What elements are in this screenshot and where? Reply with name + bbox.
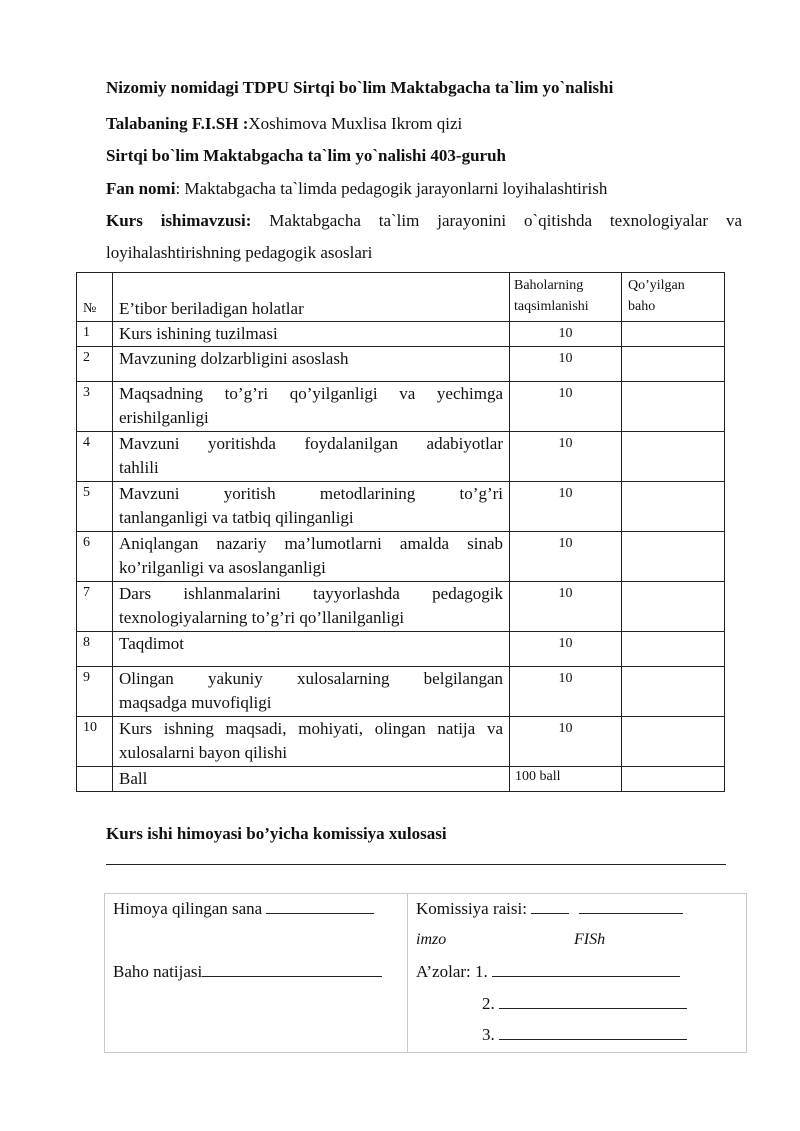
header-given-2: baho — [628, 299, 656, 314]
table-row — [77, 582, 725, 632]
institution-heading — [106, 78, 746, 98]
member-2-label: 2. — [482, 994, 495, 1013]
member-3-label: 3. — [482, 1025, 495, 1044]
member-3-blank[interactable] — [499, 1025, 687, 1040]
row-criteria-line-1: Taqdimot — [119, 634, 184, 653]
header-distribution-2: taqsimlanishi — [514, 299, 589, 314]
table-row — [77, 432, 725, 482]
row-points: 10 — [510, 322, 622, 347]
row-criteria-line-2: tahlili — [119, 458, 159, 477]
table-body — [77, 322, 725, 767]
row-num: 8 — [77, 632, 113, 667]
total-given-grade — [622, 767, 725, 792]
commission-table — [104, 893, 747, 1053]
total-points: 100 ball — [510, 767, 622, 792]
chair-label: Komissiya raisi: — [416, 899, 527, 918]
row-given-grade[interactable] — [622, 322, 725, 347]
row-criteria-line-2: texnologiyalarning to’g’ri qo’llanilganligi — [119, 608, 405, 627]
table-row — [77, 632, 725, 667]
row-criteria-line-2: tanlanganligi va tatbiq qilinganligi — [119, 508, 354, 527]
subject-line — [106, 179, 746, 199]
chair-signature-blank[interactable] — [531, 899, 569, 914]
table-row — [77, 717, 725, 767]
row-points: 10 — [510, 717, 622, 767]
row-num: 6 — [77, 532, 113, 582]
row-criteria — [113, 667, 510, 717]
total-row — [77, 767, 725, 792]
topic-line-1 — [106, 211, 742, 231]
topic-text-2: loyihalashtirishning pedagogik asoslari — [106, 243, 373, 262]
commission-right-cell — [408, 894, 747, 1053]
row-given-grade[interactable] — [622, 382, 725, 432]
row-criteria — [113, 632, 510, 667]
row-given-grade[interactable] — [622, 432, 725, 482]
row-criteria — [113, 532, 510, 582]
table-row — [77, 347, 725, 382]
row-criteria — [113, 432, 510, 482]
conclusion-title: Kurs ishi himoyasi bo’yicha komissiya xulosasi — [106, 824, 447, 843]
header-distribution — [510, 273, 622, 322]
header-given-grade — [622, 273, 725, 322]
row-num: 2 — [77, 347, 113, 382]
row-num: 5 — [77, 482, 113, 532]
grading-table — [76, 272, 725, 792]
total-num — [77, 767, 113, 792]
signature-caption: imzo — [416, 931, 447, 948]
total-label: Ball — [113, 767, 510, 792]
header-num: № — [77, 273, 113, 322]
row-criteria-line-1: Kurs ishning maqsadi, mohiyati, olingan natija va — [119, 719, 503, 738]
row-criteria-line-1: Kurs ishining tuzilmasi — [119, 324, 278, 343]
row-criteria-line-2: erishilganligi — [119, 408, 209, 427]
group-text: Sirtqi bo`lim Maktabgacha ta`lim yo`nalishi 403-guruh — [106, 146, 507, 165]
grade-result-label: Baho natijasi — [113, 962, 203, 981]
member-2-row — [482, 994, 687, 1014]
row-points: 10 — [510, 532, 622, 582]
row-num: 9 — [77, 667, 113, 717]
defense-date-blank[interactable] — [266, 899, 374, 914]
row-points: 10 — [510, 667, 622, 717]
row-given-grade[interactable] — [622, 347, 725, 382]
name-caption: FISh — [574, 931, 606, 948]
row-points: 10 — [510, 482, 622, 532]
group-line — [106, 146, 746, 166]
table-row — [77, 532, 725, 582]
row-criteria-line-1: Maqsadning to’g’ri qo’yilganligi va yechimga — [119, 384, 503, 403]
chair-row — [416, 899, 683, 919]
row-num: 10 — [77, 717, 113, 767]
row-criteria-line-1: Mavzuni yoritishda foydalanilgan adabiyotlar — [119, 434, 503, 453]
members-label: A’zolar: 1. — [416, 962, 488, 981]
row-points: 10 — [510, 347, 622, 382]
member-1-row — [416, 962, 680, 982]
row-criteria-line-1: Aniqlangan nazariy ma’lumotlarni amalda sinab — [119, 534, 503, 553]
row-num: 1 — [77, 322, 113, 347]
table-row — [77, 482, 725, 532]
row-criteria-line-2: xulosalarni bayon qilishi — [119, 743, 288, 762]
table-row — [77, 382, 725, 432]
row-given-grade[interactable] — [622, 667, 725, 717]
row-points: 10 — [510, 632, 622, 667]
table-row — [77, 322, 725, 347]
subject-value: : Maktabgacha ta`limda pedagogik jarayonlarni loyihalashtirish — [175, 179, 608, 198]
grade-result-blank[interactable] — [202, 962, 382, 977]
row-criteria-line-2: maqsadga muvofiqligi — [119, 693, 272, 712]
row-criteria-line-1: Mavzuni yoritish metodlarining to’g’ri — [119, 484, 503, 503]
row-criteria — [113, 582, 510, 632]
row-given-grade[interactable] — [622, 632, 725, 667]
chair-name-blank[interactable] — [579, 899, 683, 914]
grade-result-row — [113, 962, 382, 982]
header-criteria: E’tibor beriladigan holatlar — [113, 273, 510, 322]
row-criteria — [113, 482, 510, 532]
row-num: 4 — [77, 432, 113, 482]
row-given-grade[interactable] — [622, 532, 725, 582]
row-given-grade[interactable] — [622, 482, 725, 532]
student-label: Talabaning F.I.SH : — [106, 114, 249, 133]
defense-date-label: Himoya qilingan sana — [113, 899, 263, 918]
topic-text-1: Maktabgacha ta`lim jarayonini o`qitishda texnologiyalar va — [269, 211, 742, 230]
row-num: 3 — [77, 382, 113, 432]
header-distribution-1: Baholarning — [514, 278, 584, 293]
student-line — [106, 114, 746, 134]
row-criteria — [113, 382, 510, 432]
table-header-row — [77, 273, 725, 322]
row-criteria-line-2: ko’rilganligi va asoslanganligi — [119, 558, 326, 577]
row-points: 10 — [510, 582, 622, 632]
row-given-grade[interactable] — [622, 582, 725, 632]
row-criteria — [113, 717, 510, 767]
row-criteria-line-1: Dars ishlanmalarini tayyorlashda pedagogik — [119, 584, 503, 603]
row-criteria-line-1: Olingan yakuniy xulosalarning belgilangan — [119, 669, 503, 688]
row-criteria-line-1: Mavzuning dolzarbligini asoslash — [119, 349, 349, 368]
table-row — [77, 667, 725, 717]
row-criteria — [113, 322, 510, 347]
row-points: 10 — [510, 382, 622, 432]
topic-label: Kurs ishimavzusi: — [106, 211, 252, 230]
row-num: 7 — [77, 582, 113, 632]
student-name: Xoshimova Muxlisa Ikrom qizi — [248, 114, 463, 133]
topic-line-2 — [106, 243, 372, 263]
conclusion-rule — [106, 864, 726, 865]
row-criteria — [113, 347, 510, 382]
institution-text: Nizomiy nomidagi TDPU Sirtqi bo`lim Maktabgacha ta`lim yo`nalishi — [106, 78, 614, 97]
subject-label: Fan nomi — [106, 179, 176, 198]
member-1-blank[interactable] — [492, 962, 680, 977]
member-2-blank[interactable] — [499, 994, 687, 1009]
row-points: 10 — [510, 432, 622, 482]
header-given-1: Qo’yilgan — [628, 278, 685, 293]
member-3-row — [482, 1025, 687, 1045]
row-given-grade[interactable] — [622, 717, 725, 767]
commission-left-cell — [105, 894, 408, 1053]
defense-date-row — [113, 899, 374, 919]
